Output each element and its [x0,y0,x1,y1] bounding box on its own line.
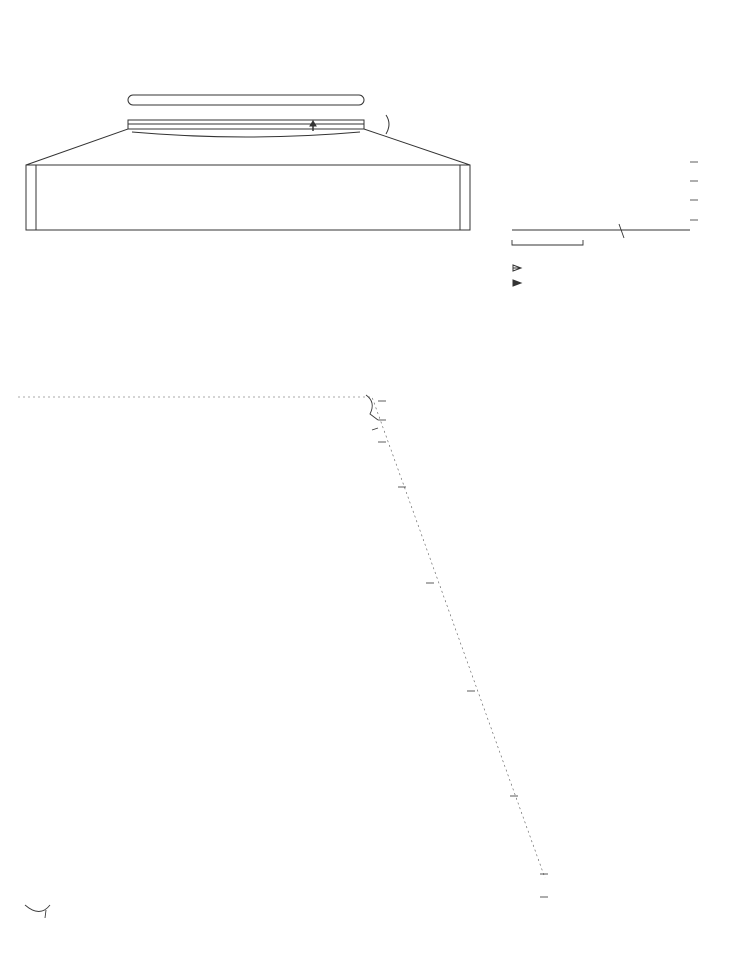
yoke-outline [26,129,470,165]
legend-symbols [513,265,521,286]
main-chart [18,395,545,918]
pattern-b-chart [512,224,690,245]
width-bracket [132,132,360,137]
body-rectangle [26,165,470,230]
pickup-bracket [128,95,364,105]
edging-schematic [26,95,470,230]
